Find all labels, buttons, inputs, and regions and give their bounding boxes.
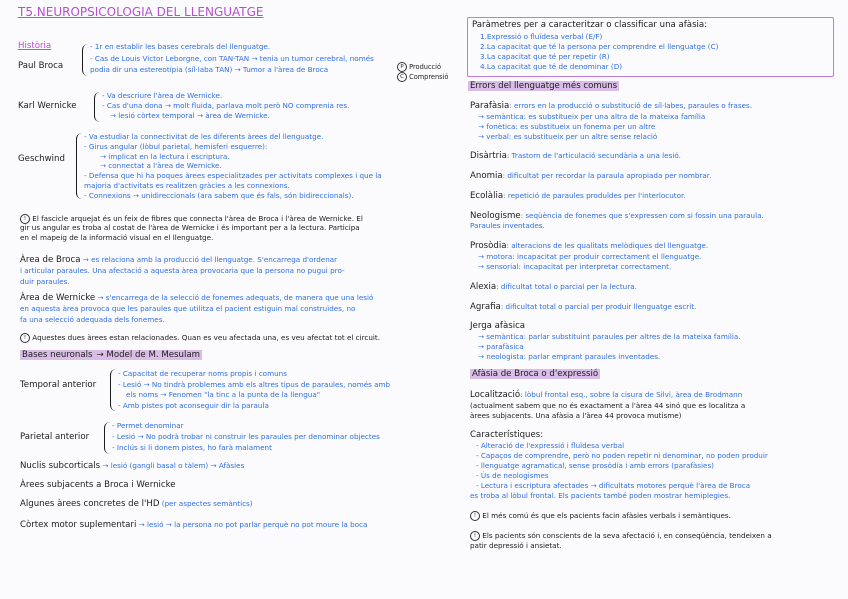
ecolalia-row bbox=[470, 192, 686, 200]
prosodia-sub-2: → sensorial: incapacitat per interpretar correctament. bbox=[478, 262, 672, 271]
note-circle-icon: ! bbox=[470, 511, 480, 521]
localitzacio-line-3: àrees subjacents. Una afàsia a l'àrea 44 provoca mutisme) bbox=[470, 411, 682, 420]
broca-line-1: - 1r en establir les bases cerebrals del llenguatge. bbox=[90, 42, 271, 51]
nuclis-text: → lesió (gangli basal o tàlem) → Afàsies bbox=[102, 461, 245, 470]
parietal-line-1: - Permet denominar bbox=[112, 421, 184, 430]
parafasia-row bbox=[470, 102, 752, 110]
car-line-2: - Capaços de comprendre, però no poden repetir ni denominar, no poden produir bbox=[476, 451, 768, 460]
jerga-sub-2: → parafàsica bbox=[478, 342, 524, 351]
area-wernicke-line-3: fa una selecció adequada dels fonemes. bbox=[20, 315, 165, 324]
related-note bbox=[20, 333, 380, 343]
afasia-note-2 bbox=[470, 531, 772, 541]
afasia-note-1-text: El més comú és que els pacients facin afàsies verbals i semàntiques. bbox=[482, 511, 731, 520]
neologisme-row bbox=[470, 212, 764, 220]
geschwind-line-2: - Girus angular (lòbul parietal, hemisferi esquerre): bbox=[84, 142, 268, 151]
note-circle-icon: ! bbox=[470, 531, 480, 541]
localitzacio-row bbox=[470, 391, 742, 399]
related-note-text: Aquestes dues àrees estan relacionades. Quan es veu afectada una, es veu afectat tot el circuit. bbox=[32, 333, 381, 342]
car-line-6: es troba al lòbul frontal. Els pacients també poden mostrar hemiplegies. bbox=[470, 491, 731, 500]
afasia-note-2-text: Els pacients són conscients de la seva afectació i, en conseqüència, tendeixen a bbox=[482, 531, 772, 540]
brace bbox=[104, 422, 110, 454]
prosodia-row bbox=[470, 242, 708, 250]
algunes-text: (per aspectes semàntics) bbox=[161, 499, 253, 508]
neologisme-cont: Paraules inventades. bbox=[470, 221, 545, 230]
area-broca bbox=[20, 256, 337, 264]
wernicke-line-1: - Va descriure l'àrea de Wernicke. bbox=[102, 91, 223, 100]
area-wernicke-line-2: en aquesta àrea provoca que les paraules que utilitza el pacient estiguin mal construïdes, no bbox=[20, 304, 356, 313]
parametres-heading: Paràmetres per a caracteritzar o classificar una afàsia: bbox=[472, 20, 708, 30]
afasia-broca-heading: Afàsia de Broca o d'expressió bbox=[472, 369, 599, 379]
arees-subjacents: Àrees subjacents a Broca i Wernicke bbox=[20, 480, 176, 490]
brace bbox=[76, 133, 82, 199]
parafasia-sub-3: → verbal: es substitueix per un altre sense relació bbox=[478, 132, 658, 141]
area-broca-line-1: → es relaciona amb la producció del llenguatge. S'encarrega d'ordenar bbox=[82, 255, 338, 264]
jerga-sub-3: → neologista: parlar emprant paraules inventades. bbox=[478, 352, 661, 361]
wernicke-line-2: - Cas d'una dona → molt fluida, parlava molt però NO comprenia res. bbox=[102, 101, 350, 110]
bases-heading-row bbox=[20, 351, 202, 359]
nuclis-label: Nuclis subcorticals bbox=[20, 461, 101, 471]
errors-heading-row bbox=[468, 82, 619, 90]
localitzacio-label: Localització bbox=[470, 390, 521, 400]
geschwind-line-7: - Connexions → unidireccionals (ara sabem que és fals, són bidireccionals). bbox=[84, 191, 354, 200]
nuclis-row bbox=[20, 462, 244, 470]
parametre-3: 3.La capacitat que té per repetir (R) bbox=[480, 52, 610, 61]
note-circle-icon: ! bbox=[20, 214, 30, 224]
geschwind-line-4: → connectat a l'àrea de Wernicke. bbox=[100, 161, 222, 170]
prosodia-sub-1: → motora: incapacitat per produir correctament el llenguatge. bbox=[478, 252, 702, 261]
area-wernicke-label: Àrea de Wernicke bbox=[20, 293, 96, 303]
parafasia-sub-2: → fonètica: es substitueix un fonema per un altre bbox=[478, 122, 656, 131]
brace bbox=[82, 44, 88, 76]
cortex-text: → lesió → la persona no pot parlar perquè no pot moure la boca bbox=[138, 520, 368, 529]
localitzacio-line-2: (actualment sabem que no és exactament a l'àrea 44 sinó que es localitza a bbox=[470, 401, 746, 410]
alexia-label: Alexia bbox=[470, 282, 497, 292]
ecolalia-label: Ecolàlia bbox=[470, 191, 504, 201]
car-line-5: - Lectura i escriptura afectades → dificultats motores perquè l'àrea de Broca bbox=[476, 481, 751, 490]
anomia-row bbox=[470, 172, 711, 180]
parafasia-text: : errors en la producció o substitució de síl·labes, paraules o frases. bbox=[509, 101, 753, 110]
parietal-name: Parietal anterior bbox=[20, 432, 90, 442]
errors-heading: Errors del llenguatge més comuns bbox=[470, 81, 618, 91]
temporal-line-2: - Lesió → No tindrà problemes amb els altres tipus de paraules, només amb bbox=[118, 380, 391, 389]
wernicke-line-3: → lesió còrtex temporal → àrea de Wernicke. bbox=[110, 111, 270, 120]
car-line-1: - Alteració de l'expressió i fluïdesa verbal bbox=[476, 441, 625, 450]
parietal-line-2: - Lesió → No podrà trobar ni construir les paraules per denominar objectes bbox=[112, 432, 380, 441]
broca-line-3: podia dir una estereotípia (síl·laba TAN) → Tumor a l'àrea de Broca bbox=[90, 65, 329, 74]
geschwind-line-1: - Va estudiar la connectivitat de les diferents àrees del llenguatge. bbox=[84, 132, 324, 141]
broca-line-2: - Cas de Louis Victor Leborgne, con TAN-TAN → tenia un tumor cerebral, només bbox=[90, 54, 374, 63]
tag-produccio bbox=[397, 62, 441, 72]
algunes-row bbox=[20, 500, 253, 508]
algunes-label: Algunes àrees concretes de l'HD bbox=[20, 499, 160, 509]
disartria-text: : Trastorn de l'articulació secundària a una lesió. bbox=[506, 151, 681, 160]
geschwind-line-5: - Defensa que hi ha poques àrees especialitzades per activitats complexes i que la bbox=[84, 171, 382, 180]
area-wernicke-line-1: → s'encarrega de la selecció de fonemes adequats, de manera que una lesió bbox=[97, 293, 374, 302]
agrafia-text: : dificultat total o parcial per produir llenguatge escrit. bbox=[500, 302, 697, 311]
temporal-line-1: - Capacitat de recuperar noms propis i comuns bbox=[118, 369, 287, 378]
brace bbox=[94, 92, 100, 122]
area-wernicke bbox=[20, 294, 373, 302]
parietal-line-3: - Inclús si li donem pistes, ho farà malament bbox=[112, 443, 272, 452]
afasia-note-2-cont: patir depressió i ansietat. bbox=[470, 541, 562, 550]
brace bbox=[110, 369, 116, 411]
geschwind-name: Geschwind bbox=[18, 154, 65, 164]
wernicke-name: Karl Wernicke bbox=[18, 101, 77, 111]
agrafia-label: Agrafia bbox=[470, 302, 501, 312]
fascicle-text-1: El fascicle arquejat és un feix de fibres que connecta l'àrea de Broca i l'àrea de Wernicke. El bbox=[32, 214, 363, 223]
bases-model: → Model de M. Mesulam bbox=[96, 350, 200, 360]
geschwind-line-3: → implicat en la lectura i escriptura. bbox=[100, 152, 230, 161]
p-circle-icon: P bbox=[397, 62, 407, 72]
cortex-row bbox=[20, 521, 367, 529]
car-line-4: - Ús de neologismes bbox=[476, 471, 549, 480]
temporal-name: Temporal anterior bbox=[20, 380, 97, 390]
tag-c-label: Comprensió bbox=[409, 73, 449, 81]
temporal-line-4: - Amb pistes pot aconseguir dir la paraula bbox=[118, 401, 269, 410]
disartria-row bbox=[470, 152, 681, 160]
fascicle-note-3: en el mapeig de la informació visual en el llenguatge. bbox=[20, 233, 214, 242]
bases-heading: Bases neuronals bbox=[22, 350, 93, 360]
parafasia-label: Parafàsia bbox=[470, 101, 510, 111]
localitzacio-line-1: : lòbul frontal esq., sobre la cisura de Silvi, àrea de Brodmann bbox=[520, 390, 743, 399]
anomia-text: : dificultat per recordar la paraula apropiada per nombrar. bbox=[502, 171, 712, 180]
fascicle-note-2: gir us angular es troba al costat de l'àrea de Wernicke i és important per a la lectura. Participa bbox=[20, 223, 360, 232]
afasia-note-1 bbox=[470, 511, 731, 521]
parafasia-sub-1: → semàntica: es substitueix per una altra de la mateixa família bbox=[478, 112, 706, 121]
car-line-3: - llenguatge agramatical, sense prosòdia i amb errors (parafàsies) bbox=[476, 461, 714, 470]
cortex-label: Còrtex motor suplementari bbox=[20, 520, 137, 530]
area-broca-line-2: i articular paraules. Una afectació a aquesta àrea provocaria que la persona no pugui pro- bbox=[20, 266, 345, 275]
ecolalia-text: : repetició de paraules produïdes per l'interlocutor. bbox=[503, 191, 686, 200]
page-title: T5.NEUROPSICOLOGIA DEL LLENGUATGE bbox=[18, 5, 264, 19]
neologisme-text: : seqüència de fonemes que s'expressen com si fossin una paraula. bbox=[520, 211, 764, 220]
c-circle-icon: C bbox=[397, 72, 407, 82]
afasia-broca-heading-row bbox=[470, 370, 600, 378]
area-broca-line-3: duir paraules. bbox=[20, 277, 70, 286]
disartria-label: Disàrtria bbox=[470, 151, 507, 161]
broca-name: Paul Broca bbox=[18, 61, 64, 71]
caracteristiques-label: Característiques: bbox=[470, 430, 544, 440]
alexia-row bbox=[470, 283, 637, 291]
neologisme-label: Neologisme bbox=[470, 211, 521, 221]
agrafia-row bbox=[470, 303, 696, 311]
parametre-2: 2.La capacitat que té la persona per comprendre el llenguatge (C) bbox=[480, 42, 719, 51]
anomia-label: Anomia bbox=[470, 171, 503, 181]
temporal-line-3: els noms → Fenomen "la tinc a la punta de la llengua" bbox=[126, 390, 321, 399]
tag-p-label: Producció bbox=[409, 63, 442, 71]
alexia-text: : dificultat total o parcial per la lectura. bbox=[496, 282, 637, 291]
jerga-sub-1: → semàntica: parlar substituint paraules per altres de la mateixa família. bbox=[478, 332, 741, 341]
jerga-label: Jerga afàsica bbox=[470, 321, 526, 331]
area-broca-label: Àrea de Broca bbox=[20, 255, 81, 265]
parametre-4: 4.La capacitat que té de denominar (D) bbox=[480, 62, 623, 71]
historia-heading: Història bbox=[18, 41, 52, 51]
parametre-1: 1.Expressió o fluïdesa verbal (E/F) bbox=[480, 32, 603, 41]
geschwind-line-6: majoria d'activitats es realitzen gràcies a les connexions. bbox=[84, 181, 290, 190]
note-circle-icon: ! bbox=[20, 333, 30, 343]
prosodia-text: : alteracions de les qualitats melòdiques del llenguatge. bbox=[506, 241, 709, 250]
tag-comprensio bbox=[397, 72, 448, 82]
prosodia-label: Prosòdia bbox=[470, 241, 507, 251]
